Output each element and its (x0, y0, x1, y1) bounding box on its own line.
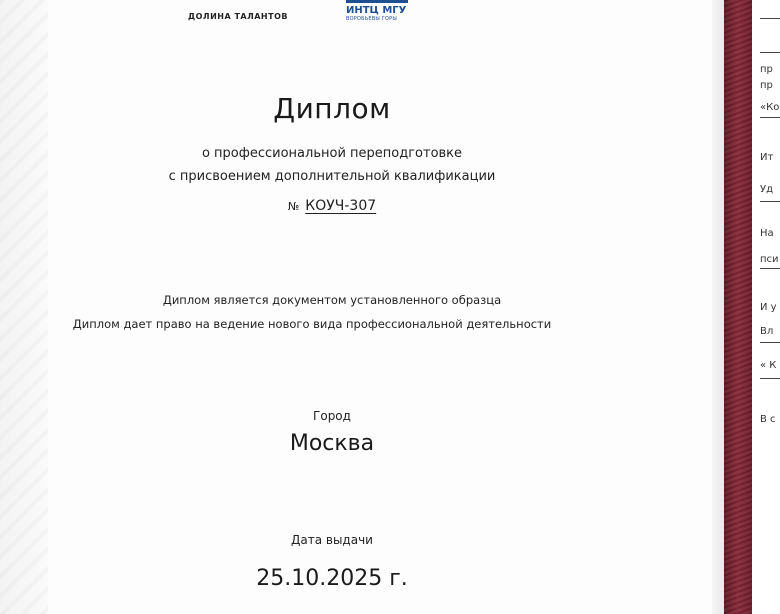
right-page-rule (760, 342, 780, 343)
issue-date-value: 25.10.2025 г. (256, 566, 408, 591)
diploma-note-line2: Диплом дает право на ведение нового вида профессиональной деятельности (72, 317, 552, 331)
diploma-note-line1: Диплом является документом установленного образца (162, 293, 502, 307)
right-page-fragment: пр (760, 64, 773, 75)
right-page-fragment: « К (760, 360, 777, 371)
logo-bar (346, 0, 408, 3)
right-page-rule (760, 117, 780, 118)
right-page-fragment: И у (760, 302, 777, 313)
right-page-rule (760, 18, 780, 19)
right-page-fragment: На (760, 228, 774, 239)
diploma-right-page (752, 0, 780, 614)
right-page-rule (760, 201, 780, 202)
right-page-fragment: пр (760, 80, 773, 91)
logo-intc-mgu-subtext: ВОРОБЬЕВЫ ГОРЫ (346, 16, 397, 22)
issue-date-label: Дата выдачи (291, 533, 373, 547)
right-page-fragment: «Ко (760, 102, 780, 113)
number-value: КОУЧ-307 (305, 198, 377, 214)
diploma-title: Диплом (273, 92, 391, 125)
logo-intc-mgu-text: ИНТЦ МГУ (346, 5, 407, 16)
number-label: № (287, 200, 300, 213)
diploma-subtitle-line2: с присвоением дополнительной квалификации (168, 169, 496, 184)
city-value: Москва (289, 431, 375, 456)
right-page-rule (760, 52, 780, 53)
page-edge-pattern (0, 0, 48, 614)
diploma-subtitle-line1: о профессиональной переподготовке (201, 146, 463, 161)
right-page-fragment: Уд (760, 184, 774, 195)
city-label: Город (313, 409, 351, 423)
right-page-fragment: В с (760, 414, 776, 425)
right-page-rule (760, 378, 780, 379)
right-page-fragment: пси (760, 254, 779, 265)
right-page-fragment: Вл (760, 326, 774, 337)
diploma-cover-binding (724, 0, 752, 614)
diploma-number (48, 198, 616, 214)
page-gutter (712, 0, 724, 614)
right-page-fragment: Ит (760, 152, 774, 163)
logo-dolina-talantov: ДОЛИНА ТАЛАНТОВ (188, 12, 288, 21)
logo-intc-mgu (346, 0, 416, 23)
right-page-rule (760, 268, 780, 269)
